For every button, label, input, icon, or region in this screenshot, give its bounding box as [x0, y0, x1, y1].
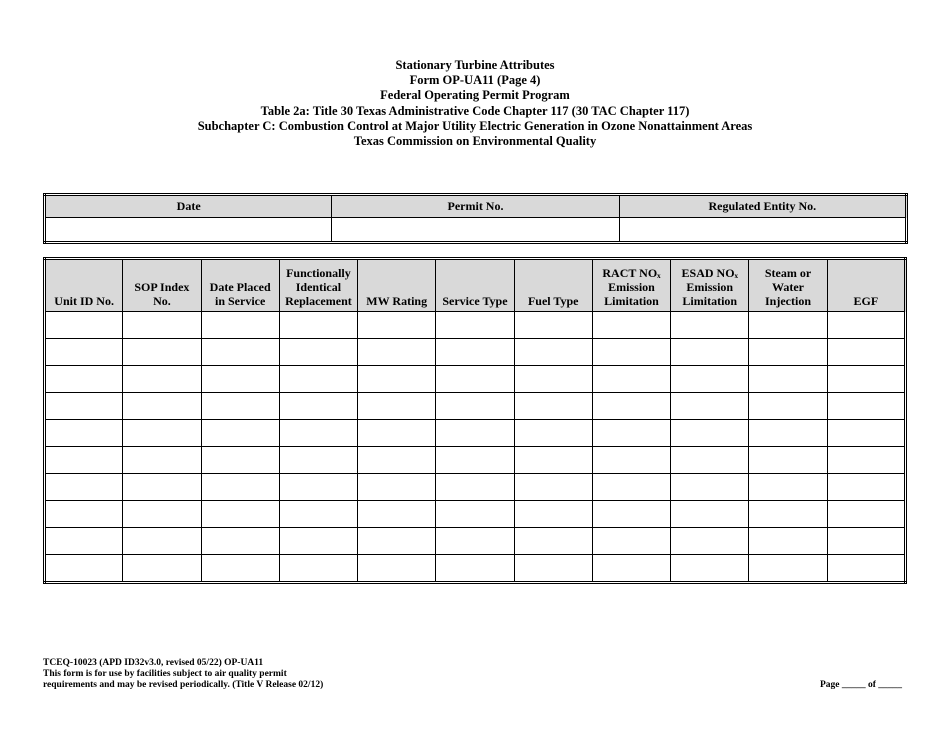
table-cell-input[interactable]	[515, 474, 592, 500]
table-cell-input[interactable]	[46, 528, 122, 554]
table-cell-input[interactable]	[358, 474, 435, 500]
table-cell-input[interactable]	[593, 501, 670, 527]
table-cell[interactable]	[671, 501, 749, 528]
table-cell[interactable]	[827, 555, 905, 583]
table-cell-input[interactable]	[593, 474, 670, 500]
table-cell[interactable]	[592, 420, 670, 447]
turbine-attributes-body	[45, 312, 906, 583]
table-cell[interactable]	[279, 312, 357, 339]
table-cell-input[interactable]	[202, 555, 279, 581]
table-cell-input[interactable]	[280, 339, 357, 365]
table-cell[interactable]	[123, 474, 201, 501]
table-cell[interactable]	[201, 312, 279, 339]
table-cell-input[interactable]	[123, 420, 200, 446]
table-cell-input[interactable]	[280, 366, 357, 392]
table-cell-input[interactable]	[828, 474, 904, 500]
table-cell[interactable]	[201, 420, 279, 447]
table-cell[interactable]	[514, 528, 592, 555]
fuel-type-header: Fuel Type	[514, 259, 592, 312]
table-cell[interactable]	[514, 555, 592, 583]
table-cell-input[interactable]	[280, 312, 357, 338]
table-cell[interactable]	[827, 528, 905, 555]
table-cell[interactable]	[592, 366, 670, 393]
table-cell-input[interactable]	[202, 393, 279, 419]
table-cell-input[interactable]	[202, 474, 279, 500]
table-cell-input[interactable]	[358, 528, 435, 554]
table-cell-input[interactable]	[749, 501, 826, 527]
table-cell-input[interactable]	[280, 555, 357, 581]
form-title-block	[0, 58, 950, 149]
table-cell[interactable]	[436, 447, 514, 474]
table-cell-input[interactable]	[358, 366, 435, 392]
title-line: Texas Commission on Environmental Quality	[353, 134, 597, 149]
table-cell-input[interactable]	[671, 312, 748, 338]
ract-nox-header: RACT NOₓ Emission Limitation	[592, 259, 670, 312]
table-cell-input[interactable]	[593, 447, 670, 473]
table-cell-input[interactable]	[123, 528, 200, 554]
table-cell[interactable]	[358, 339, 436, 366]
table-cell-input[interactable]	[202, 420, 279, 446]
table-cell-input[interactable]	[436, 555, 513, 581]
table-cell-input[interactable]	[671, 474, 748, 500]
table-cell[interactable]	[279, 366, 357, 393]
table-cell[interactable]	[123, 501, 201, 528]
table-cell-input[interactable]	[593, 312, 670, 338]
table-cell[interactable]	[749, 501, 827, 528]
table-cell-input[interactable]	[828, 420, 904, 446]
table-cell-input[interactable]	[749, 555, 826, 581]
table-cell-input[interactable]	[123, 312, 200, 338]
table-cell[interactable]	[123, 339, 201, 366]
table-cell[interactable]	[436, 501, 514, 528]
unit-id-header: Unit ID No.	[45, 259, 123, 312]
table-cell[interactable]	[827, 393, 905, 420]
esad-nox-header: ESAD NOₓ Emission Limitation	[671, 259, 749, 312]
table-cell[interactable]	[279, 420, 357, 447]
regulated-entity-no-header: Regulated Entity No.	[619, 195, 906, 218]
table-cell[interactable]	[358, 393, 436, 420]
table-cell[interactable]	[279, 474, 357, 501]
form-footer	[43, 658, 323, 691]
table-cell-input[interactable]	[828, 366, 904, 392]
table-cell-input[interactable]	[828, 339, 904, 365]
table-cell[interactable]	[358, 312, 436, 339]
table-cell[interactable]	[358, 474, 436, 501]
table-cell-input[interactable]	[436, 312, 513, 338]
table-cell[interactable]	[514, 393, 592, 420]
table-cell-input[interactable]	[671, 420, 748, 446]
table-cell-input[interactable]	[46, 555, 122, 581]
table-cell-input[interactable]	[358, 447, 435, 473]
table-cell-input[interactable]	[828, 312, 904, 338]
date-cell[interactable]	[45, 218, 332, 243]
table-cell[interactable]	[827, 501, 905, 528]
table-cell[interactable]	[514, 501, 592, 528]
table-cell-input[interactable]	[436, 366, 513, 392]
table-cell[interactable]	[45, 420, 123, 447]
service-type-header: Service Type	[436, 259, 514, 312]
table-cell[interactable]	[201, 501, 279, 528]
table-cell[interactable]	[45, 447, 123, 474]
table-cell[interactable]	[514, 474, 592, 501]
page-number: Page _____ of _____	[819, 680, 902, 690]
table-cell[interactable]	[514, 366, 592, 393]
egf-header: EGF	[827, 259, 905, 312]
table-cell-input[interactable]	[202, 501, 279, 527]
table-cell[interactable]	[671, 447, 749, 474]
table-cell[interactable]	[592, 555, 670, 583]
table-cell-input[interactable]	[515, 339, 592, 365]
table-cell-input[interactable]	[280, 474, 357, 500]
table-cell-input[interactable]	[202, 528, 279, 554]
table-cell-input[interactable]	[593, 393, 670, 419]
table-cell-input[interactable]	[515, 366, 592, 392]
table-cell-input[interactable]	[828, 447, 904, 473]
table-cell-input[interactable]	[358, 420, 435, 446]
table-cell-input[interactable]	[123, 447, 200, 473]
table-cell[interactable]	[514, 420, 592, 447]
table-cell[interactable]	[436, 393, 514, 420]
date-placed-header: Date Placed in Service	[201, 259, 279, 312]
table-cell-input[interactable]	[515, 420, 592, 446]
table-cell-input[interactable]	[515, 393, 592, 419]
table-cell-input[interactable]	[202, 339, 279, 365]
table-cell-input[interactable]	[593, 339, 670, 365]
functionally-identical-header: Functionally Identical Replacement	[279, 259, 357, 312]
table-cell[interactable]	[749, 366, 827, 393]
table-cell[interactable]	[201, 555, 279, 583]
sop-index-header: SOP Index No.	[123, 259, 201, 312]
table-cell-input[interactable]	[358, 339, 435, 365]
table-cell-input[interactable]	[202, 447, 279, 473]
table-cell-input[interactable]	[828, 501, 904, 527]
steam-water-injection-header: Steam or Water Injection	[749, 259, 827, 312]
table-cell-input[interactable]	[280, 420, 357, 446]
table-cell-input[interactable]	[828, 528, 904, 554]
table-cell-input[interactable]	[358, 312, 435, 338]
table-cell[interactable]	[45, 528, 123, 555]
turbine-attributes-table	[43, 257, 907, 584]
mw-rating-header: MW Rating	[358, 259, 436, 312]
table-cell-input[interactable]	[436, 393, 513, 419]
table-cell[interactable]	[45, 555, 123, 583]
table-cell[interactable]	[436, 474, 514, 501]
table-row	[45, 447, 906, 474]
table-cell-input[interactable]	[358, 501, 435, 527]
table-cell-input[interactable]	[671, 555, 748, 581]
table-cell-input[interactable]	[515, 447, 592, 473]
table-cell[interactable]	[45, 312, 123, 339]
table-cell[interactable]	[514, 339, 592, 366]
table-cell-input[interactable]	[515, 528, 592, 554]
table-cell[interactable]	[123, 393, 201, 420]
table-cell-input[interactable]	[828, 393, 904, 419]
table-cell[interactable]	[279, 447, 357, 474]
title-line: Form OP-UA11 (Page 4)	[409, 73, 541, 88]
table-row	[45, 501, 906, 528]
table-cell-input[interactable]	[202, 312, 279, 338]
table-cell-input[interactable]	[123, 393, 200, 419]
table-cell[interactable]	[827, 447, 905, 474]
table-cell[interactable]	[279, 393, 357, 420]
table-cell-input[interactable]	[828, 555, 904, 581]
table-cell[interactable]	[436, 339, 514, 366]
table-cell-input[interactable]	[46, 420, 122, 446]
table-row	[45, 366, 906, 393]
table-cell-input[interactable]	[749, 366, 826, 392]
table-cell[interactable]	[592, 528, 670, 555]
table-cell[interactable]	[671, 420, 749, 447]
table-cell[interactable]	[592, 312, 670, 339]
table-cell[interactable]	[592, 501, 670, 528]
table-cell[interactable]	[436, 420, 514, 447]
table-cell[interactable]	[201, 393, 279, 420]
table-cell-input[interactable]	[46, 447, 122, 473]
table-cell[interactable]	[827, 339, 905, 366]
footer-line: This form is for use by facilities subject to air quality permit	[43, 669, 287, 679]
table-cell-input[interactable]	[593, 366, 670, 392]
table-cell-input[interactable]	[123, 366, 200, 392]
table-cell[interactable]	[671, 474, 749, 501]
footer-line: requirements and may be revised periodically. (Title V Release 02/12)	[43, 680, 324, 690]
table-row	[45, 555, 906, 583]
table-cell-input[interactable]	[46, 312, 122, 338]
table-cell[interactable]	[201, 339, 279, 366]
table-cell[interactable]	[749, 447, 827, 474]
table-cell-input[interactable]	[123, 555, 200, 581]
table-cell-input[interactable]	[358, 393, 435, 419]
table-cell-input[interactable]	[46, 366, 122, 392]
table-cell-input[interactable]	[46, 339, 122, 365]
table-cell[interactable]	[123, 555, 201, 583]
table-cell[interactable]	[123, 528, 201, 555]
table-cell-input[interactable]	[123, 501, 200, 527]
table-cell-input[interactable]	[671, 528, 748, 554]
table-cell-input[interactable]	[436, 420, 513, 446]
table-row	[45, 312, 906, 339]
regulated-entity-no-cell[interactable]	[619, 218, 906, 243]
permit-no-header: Permit No.	[332, 195, 619, 218]
table-cell-input[interactable]	[749, 339, 826, 365]
identification-table	[43, 193, 908, 244]
table-cell[interactable]	[45, 501, 123, 528]
table-cell-input[interactable]	[671, 339, 748, 365]
table-cell[interactable]	[436, 312, 514, 339]
table-cell[interactable]	[45, 366, 123, 393]
table-cell[interactable]	[671, 366, 749, 393]
table-cell[interactable]	[45, 339, 123, 366]
table-cell-input[interactable]	[749, 474, 826, 500]
table-cell[interactable]	[123, 366, 201, 393]
table-row	[45, 393, 906, 420]
table-cell-input[interactable]	[671, 366, 748, 392]
table-cell-input[interactable]	[436, 474, 513, 500]
table-cell-input[interactable]	[123, 474, 200, 500]
table-cell-input[interactable]	[46, 501, 122, 527]
table-cell-input[interactable]	[593, 528, 670, 554]
table-cell-input[interactable]	[593, 420, 670, 446]
footer-line: TCEQ-10023 (APD ID32v3.0, revised 05/22) OP-UA11	[43, 658, 264, 668]
table-cell[interactable]	[671, 555, 749, 583]
table-cell-input[interactable]	[515, 312, 592, 338]
table-cell[interactable]	[279, 501, 357, 528]
table-cell-input[interactable]	[515, 501, 592, 527]
table-cell[interactable]	[671, 528, 749, 555]
table-cell-input[interactable]	[749, 312, 826, 338]
date-header: Date	[45, 195, 332, 218]
table-cell[interactable]	[827, 312, 905, 339]
table-cell[interactable]	[45, 393, 123, 420]
table-row	[45, 528, 906, 555]
table-cell-input[interactable]	[436, 447, 513, 473]
table-cell[interactable]	[279, 339, 357, 366]
table-cell[interactable]	[436, 555, 514, 583]
table-cell[interactable]	[749, 339, 827, 366]
table-cell-input[interactable]	[749, 420, 826, 446]
table-cell[interactable]	[123, 447, 201, 474]
table-cell-input[interactable]	[593, 555, 670, 581]
table-cell[interactable]	[749, 312, 827, 339]
table-row	[45, 339, 906, 366]
table-cell[interactable]	[749, 393, 827, 420]
table-cell[interactable]	[201, 366, 279, 393]
title-line: Subchapter C: Combustion Control at Major Utility Electric Generation in Ozone Nonattainment Areas	[197, 118, 753, 133]
table-cell[interactable]	[671, 339, 749, 366]
table-cell[interactable]	[827, 474, 905, 501]
table-cell[interactable]	[358, 447, 436, 474]
table-cell[interactable]	[358, 528, 436, 555]
table-cell-input[interactable]	[671, 501, 748, 527]
table-cell[interactable]	[358, 420, 436, 447]
table-cell-input[interactable]	[280, 501, 357, 527]
table-cell-input[interactable]	[202, 366, 279, 392]
title-line: Federal Operating Permit Program	[380, 88, 570, 103]
table-cell[interactable]	[201, 447, 279, 474]
table-cell[interactable]	[749, 555, 827, 583]
table-cell-input[interactable]	[358, 555, 435, 581]
table-cell-input[interactable]	[280, 393, 357, 419]
table-cell[interactable]	[592, 339, 670, 366]
table-cell[interactable]	[358, 555, 436, 583]
table-cell[interactable]	[671, 393, 749, 420]
table-cell-input[interactable]	[515, 555, 592, 581]
permit-no-field[interactable]	[332, 218, 618, 241]
table-cell[interactable]	[436, 366, 514, 393]
table-cell-input[interactable]	[749, 447, 826, 473]
table-cell[interactable]	[749, 420, 827, 447]
table-cell[interactable]	[514, 312, 592, 339]
table-cell[interactable]	[358, 501, 436, 528]
table-cell[interactable]	[358, 366, 436, 393]
permit-no-cell[interactable]	[332, 218, 619, 243]
table-cell[interactable]	[827, 366, 905, 393]
table-cell-input[interactable]	[436, 339, 513, 365]
table-row	[45, 420, 906, 447]
table-cell-input[interactable]	[671, 393, 748, 419]
table-cell[interactable]	[123, 312, 201, 339]
table-cell[interactable]	[592, 447, 670, 474]
table-cell-input[interactable]	[671, 447, 748, 473]
table-cell[interactable]	[592, 393, 670, 420]
table-cell[interactable]	[279, 555, 357, 583]
table-cell-input[interactable]	[123, 339, 200, 365]
table-cell[interactable]	[279, 528, 357, 555]
table-cell-input[interactable]	[280, 528, 357, 554]
table-cell[interactable]	[671, 312, 749, 339]
table-row	[45, 474, 906, 501]
table-cell-input[interactable]	[749, 528, 826, 554]
table-cell-input[interactable]	[436, 501, 513, 527]
table-cell[interactable]	[201, 474, 279, 501]
table-cell[interactable]	[827, 420, 905, 447]
title-line: Table 2a: Title 30 Texas Administrative Code Chapter 117 (30 TAC Chapter 117)	[260, 103, 690, 118]
table-cell-input[interactable]	[280, 447, 357, 473]
table-cell[interactable]	[749, 474, 827, 501]
table-cell-input[interactable]	[46, 393, 122, 419]
table-cell-input[interactable]	[46, 474, 122, 500]
table-cell[interactable]	[201, 528, 279, 555]
table-cell-input[interactable]	[436, 528, 513, 554]
date-field[interactable]	[46, 218, 331, 241]
table-cell[interactable]	[45, 474, 123, 501]
table-cell[interactable]	[514, 447, 592, 474]
table-cell[interactable]	[749, 528, 827, 555]
title-line: Stationary Turbine Attributes	[395, 58, 555, 72]
table-cell[interactable]	[436, 528, 514, 555]
table-cell[interactable]	[592, 474, 670, 501]
table-cell-input[interactable]	[749, 393, 826, 419]
regulated-entity-no-field[interactable]	[620, 218, 905, 241]
table-cell[interactable]	[123, 420, 201, 447]
